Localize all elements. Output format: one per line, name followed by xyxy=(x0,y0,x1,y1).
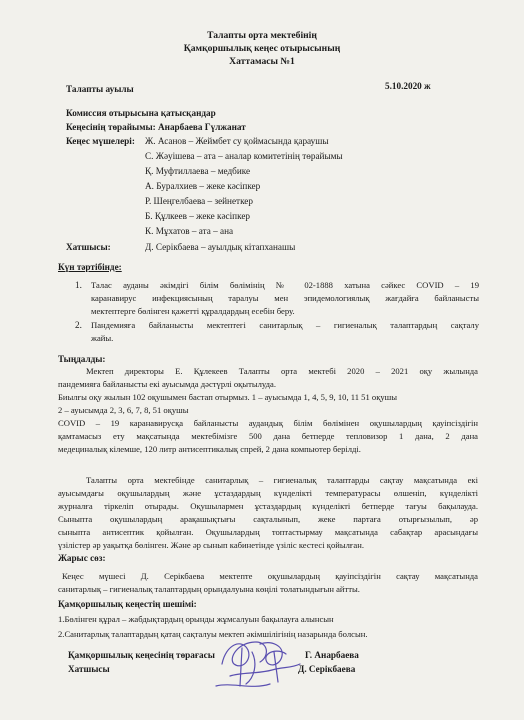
date: 5.10.2020 ж xyxy=(385,81,431,91)
member-item: Қ. Муфтиллаева – медбике xyxy=(145,166,251,176)
spoke-line: Кеңес мүшесі Д. Серікбаева мектепте оқушылардың қауіпсіздігін сақтау мақсатында xyxy=(62,571,478,581)
listened-line: Сыныпта оқушылардың арақашықтығы сақталынып, жеке партаға отырғызылып, әр xyxy=(58,514,478,524)
header-council: Қамқоршылық кеңес отырысының xyxy=(183,43,341,54)
member-item: Б. Құлкеев – жеке кәсіпкер xyxy=(145,211,251,221)
member-item: Ж. Асанов – Жеймбет су қоймасында қараушы xyxy=(145,136,329,146)
chair-name: Анарбаева Гүлжанат xyxy=(158,122,246,132)
agenda-number: 2. xyxy=(75,320,82,330)
decision-item: 1.Бөлінген құрал – жабдықтардың орынды жұмсалуын бақылауға алынсын xyxy=(58,614,334,624)
listened-line: қамтамасыз ету мақсатында мектебімізге 500 дана бетперде тепловизор 1 дана, 2 дана xyxy=(58,431,478,441)
listened-line: Мектеп директоры Е. Құлекеев Талапты орта мектебі 2020 – 2021 оқу жылында xyxy=(86,366,478,376)
secretary-label: Хатшысы: xyxy=(66,242,111,252)
decision-item: 2.Санитарлық талаптардың қатаң сақталуы мектеп әкімшілігінің назарында болсын. xyxy=(58,629,368,639)
agenda-line: каранавирус инфекциясының таралуы мен эпидемологиялық жағдайға байланысты xyxy=(91,293,479,303)
decision-heading: Қамқоршылық кеңестің шешімі: xyxy=(58,599,197,609)
listened-line: ауысымдағы оқушылардың және ұстаздардың күнделікті температурасы өлшеніп, күнделікті xyxy=(58,488,478,498)
chair-label: Кеңесінің төрайымы: xyxy=(66,122,156,132)
place: Талапты ауылы xyxy=(66,84,134,94)
listened-line: журналға тіркеліп отырады. Оқушылармен ұстаздардың күнделікті бетперде тағуы бақылауда. xyxy=(58,501,478,511)
header-protocol-number: Хаттамасы №1 xyxy=(229,56,295,67)
member-item: А. Буралхиев – жеке кәсіпкер xyxy=(145,181,261,191)
signature-scribble xyxy=(212,634,308,696)
agenda-heading: Күн тәртібінде: xyxy=(58,262,122,272)
listened-line: үзілістер әр уақытқа бөлінген. Және әр сынып кабинетінде үзіліс кестесі қойылған. xyxy=(58,540,364,550)
members-label: Кеңес мүшелері: xyxy=(66,136,135,146)
footer-secretary-label: Хатшысы xyxy=(68,664,110,674)
listened-line: пандемияға байланысты екі ауысымда дәстүрлі оқытылуда. xyxy=(58,379,276,389)
listened-line: сыныпта антисептик қойылған. Оқушылардың топтастырмау мақсатында сабақтар арасындағы xyxy=(58,527,478,537)
listened-line: COVID – 19 каранавирусқа байланысты аудандық білім бөлімінен оқушылардың қауіпсіздігін xyxy=(58,418,478,428)
listened-line: медециналық кілемше, 120 литр антисептикалық спрей, 2 дана компьютер берілді. xyxy=(58,444,361,454)
member-item: С. Жәуішева – ата – аналар комитетінің төрайымы xyxy=(145,151,343,161)
member-item: К. Мұхатов – ата – ана xyxy=(145,226,234,236)
secretary-name: Д. Серікбаева – ауылдық кітапханашы xyxy=(145,242,296,252)
spoke-heading: Жарыс сөз: xyxy=(58,553,106,563)
footer-chair-name: Г. Анарбаева xyxy=(305,650,359,660)
listened-line: Талапты орта мектебінде санитарлық – гигиеналық талаптарды сақтау мақсатында екі xyxy=(86,475,478,485)
agenda-line: Талас ауданы әкімдігі білім бөлімінің № 02-1888 хатына сәйкес COVID – 19 xyxy=(91,280,479,290)
listened-line: 2 – ауысымда 2, 3, 6, 7, 8, 51 оқушы xyxy=(58,405,189,415)
chair-line xyxy=(66,122,246,132)
agenda-line: жайы. xyxy=(91,333,114,343)
listened-heading: Тыңдалды: xyxy=(58,354,106,364)
agenda-number: 1. xyxy=(75,280,82,290)
spoke-line: санитарлық – гигиеналық талаптардың орындалуына көңілі толатындығын айтты. xyxy=(58,584,360,594)
footer-secretary-name: Д. Серікбаева xyxy=(298,664,356,674)
commission-heading: Комиссия отырысына қатысқандар xyxy=(66,108,216,118)
listened-line: Биылғы оқу жылын 102 оқушымен бастап отырмыз. 1 – ауысымда 1, 4, 5, 9, 10, 11 51 оқушы xyxy=(58,392,398,402)
agenda-line: Пандемияға байланысты мектептегі санитарлық – гигиеналық талаптардың сақталу xyxy=(91,320,479,330)
header-school: Талапты орта мектебінің xyxy=(207,30,317,41)
agenda-line: мектептерге бөлінген қажетті құралдардың есебін беру. xyxy=(91,306,295,316)
footer-chair-label: Қамқоршылық кеңесінің төрағасы xyxy=(68,650,215,660)
member-item: Р. Шеңгелбаева – зейнеткер xyxy=(145,196,253,206)
